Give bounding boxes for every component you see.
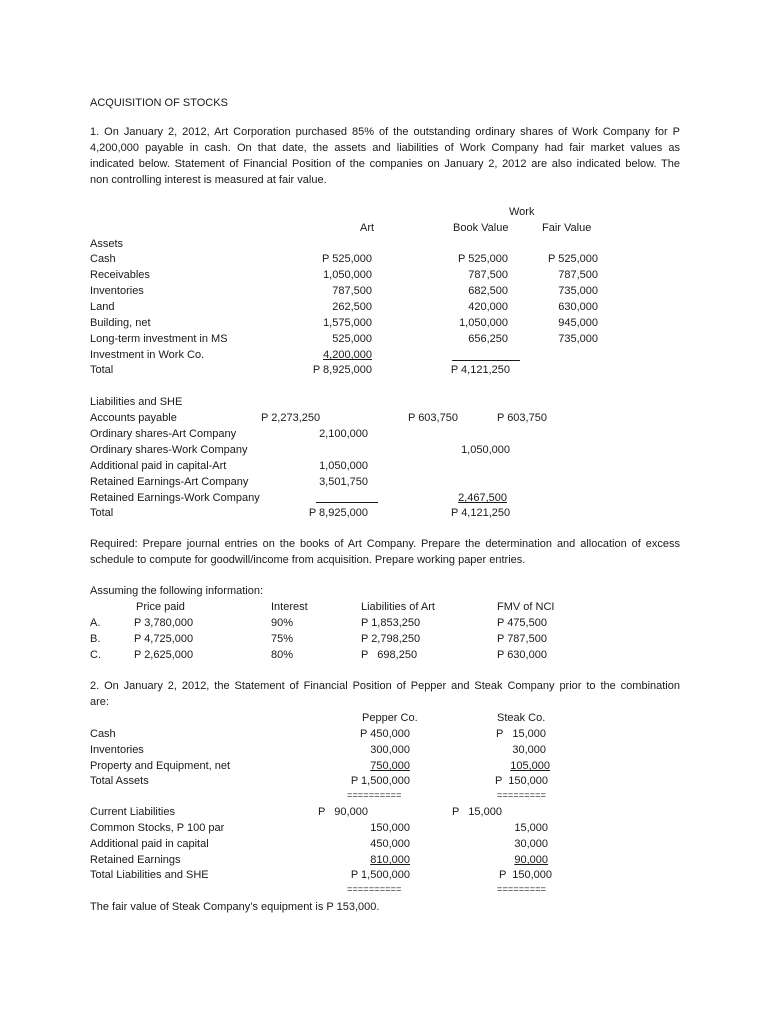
double-rule: ========== bbox=[347, 790, 402, 800]
liability-col2: 3,501,750 bbox=[319, 476, 368, 488]
asset-art: 525,000 bbox=[332, 333, 372, 345]
asset-book-value: 682,500 bbox=[468, 285, 508, 297]
asset-label: Building, net bbox=[90, 317, 151, 329]
liability-col2: 2,100,000 bbox=[319, 428, 368, 440]
asset-book-value: 656,250 bbox=[468, 333, 508, 345]
assuming-col-interest: Interest bbox=[271, 601, 308, 613]
p2-liab-pepper: P 90,000 bbox=[318, 806, 368, 818]
asset-fair-value: 630,000 bbox=[558, 301, 598, 313]
header-pepper: Pepper Co. bbox=[362, 712, 418, 724]
asset-label: Total bbox=[90, 364, 114, 376]
liability-col3: P 4,121,250 bbox=[451, 507, 511, 519]
underline-rule bbox=[316, 502, 378, 503]
p2-liab-label: Additional paid in capital bbox=[90, 838, 209, 850]
problem2-intro-line: 2. On January 2, 2012, the Statement of Financial Position of Pepper and Steak Company prior to the combination bbox=[90, 680, 680, 692]
p2-asset-label: Cash bbox=[90, 728, 116, 740]
liability-col3: P 603,750 bbox=[408, 412, 458, 424]
header-book-value: Book Value bbox=[453, 222, 509, 234]
p2-liab-steak: 90,000 bbox=[514, 854, 548, 866]
asset-label: Investment in Work Co. bbox=[90, 349, 205, 361]
assuming-row-price: P 4,725,000 bbox=[134, 633, 194, 645]
asset-fair-value: 735,000 bbox=[558, 285, 598, 297]
p2-liab-pepper: 450,000 bbox=[370, 838, 410, 850]
liability-label: Retained Earnings-Art Company bbox=[90, 476, 249, 488]
p2-liab-label: Current Liabilities bbox=[90, 806, 175, 818]
asset-art: 1,575,000 bbox=[323, 317, 372, 329]
required-line: Required: Prepare journal entries on the books of Art Company. Prepare the determination and allocation of excess bbox=[90, 538, 680, 550]
assuming-row-interest: 75% bbox=[271, 633, 294, 645]
p2-liab-steak: P 150,000 bbox=[498, 869, 552, 881]
p2-asset-steak: P 15,000 bbox=[496, 728, 546, 740]
p2-asset-label: Property and Equipment, net bbox=[90, 760, 231, 772]
double-rule: ========= bbox=[497, 790, 547, 800]
p2-liab-steak: 15,000 bbox=[514, 822, 548, 834]
asset-label: Long-term investment in MS bbox=[90, 333, 228, 345]
asset-label: Land bbox=[90, 301, 115, 313]
liability-col4: P 603,750 bbox=[497, 412, 547, 424]
asset-art: P 525,000 bbox=[322, 253, 372, 265]
header-work: Work bbox=[509, 206, 535, 218]
assuming-col-price: Price paid bbox=[136, 601, 185, 613]
document-title: ACQUISITION OF STOCKS bbox=[90, 97, 228, 109]
problem2-intro bbox=[90, 679, 680, 709]
problem2-footer: The fair value of Steak Company’s equipment is P 153,000. bbox=[90, 901, 380, 913]
assuming-row-fmv: P 475,500 bbox=[497, 617, 547, 629]
asset-art: 1,050,000 bbox=[323, 269, 372, 281]
assuming-row-letter: A. bbox=[90, 617, 101, 629]
asset-label: Inventories bbox=[90, 285, 144, 297]
assuming-row-interest: 90% bbox=[271, 617, 294, 629]
problem1-intro-line: 4,200,000 payable in cash. On that date, the assets and liabilities of Work Company had fair market values as bbox=[90, 142, 680, 154]
asset-art: 787,500 bbox=[332, 285, 372, 297]
p2-liab-label: Retained Earnings bbox=[90, 854, 181, 866]
double-rule: ========= bbox=[497, 884, 547, 894]
liabilities-heading: Liabilities and SHE bbox=[90, 396, 183, 408]
problem1-intro-line: 1. On January 2, 2012, Art Corporation purchased 85% of the outstanding ordinary shares of Work Company for P bbox=[90, 126, 680, 138]
liability-col1: P 2,273,250 bbox=[261, 412, 321, 424]
p2-asset-label: Inventories bbox=[90, 744, 144, 756]
p2-asset-pepper: P 1,500,000 bbox=[350, 775, 410, 787]
p2-asset-steak: P 150,000 bbox=[494, 775, 548, 787]
asset-fair-value: 945,000 bbox=[558, 317, 598, 329]
asset-book-value: 1,050,000 bbox=[459, 317, 508, 329]
p2-asset-pepper: 300,000 bbox=[370, 744, 410, 756]
assuming-row-interest: 80% bbox=[271, 649, 294, 661]
liability-label: Retained Earnings-Work Company bbox=[90, 492, 260, 504]
p2-liab-steak: P 15,000 bbox=[452, 806, 502, 818]
asset-book-value: 420,000 bbox=[468, 301, 508, 313]
liability-label: Accounts payable bbox=[90, 412, 177, 424]
assuming-row-fmv: P 787,500 bbox=[497, 633, 547, 645]
assuming-row-liabilities: P 698,250 bbox=[361, 649, 418, 661]
p2-asset-pepper: 750,000 bbox=[370, 760, 410, 772]
double-rule: ========== bbox=[347, 884, 402, 894]
liability-label: Additional paid in capital-Art bbox=[90, 460, 227, 472]
asset-art: 4,200,000 bbox=[323, 349, 372, 361]
asset-label: Cash bbox=[90, 253, 116, 265]
asset-label: Receivables bbox=[90, 269, 150, 281]
p2-liab-pepper: 150,000 bbox=[370, 822, 410, 834]
asset-book-value: 787,500 bbox=[468, 269, 508, 281]
header-fair-value: Fair Value bbox=[542, 222, 592, 234]
assuming-row-liabilities: P 1,853,250 bbox=[361, 617, 421, 629]
header-steak: Steak Co. bbox=[497, 712, 546, 724]
asset-art: 262,500 bbox=[332, 301, 372, 313]
assuming-heading: Assuming the following information: bbox=[90, 585, 264, 597]
liability-col2: 1,050,000 bbox=[319, 460, 368, 472]
assuming-row-price: P 3,780,000 bbox=[134, 617, 194, 629]
p2-asset-steak: 105,000 bbox=[510, 760, 550, 772]
assuming-row-liabilities: P 2,798,250 bbox=[361, 633, 421, 645]
liability-col3: 1,050,000 bbox=[461, 444, 510, 456]
liability-col2: P 8,925,000 bbox=[308, 507, 368, 519]
required-paragraph bbox=[90, 537, 680, 567]
p2-liab-pepper: 810,000 bbox=[370, 854, 410, 866]
liability-label: Ordinary shares-Work Company bbox=[90, 444, 248, 456]
assuming-row-letter: C. bbox=[90, 649, 101, 661]
p2-asset-steak: 30,000 bbox=[512, 744, 546, 756]
assuming-col-fmv: FMV of NCI bbox=[497, 601, 555, 613]
problem2-intro-line: are: bbox=[90, 696, 109, 708]
asset-fair-value: P 525,000 bbox=[548, 253, 598, 265]
p2-asset-label: Total Assets bbox=[90, 775, 149, 787]
liability-label: Total bbox=[90, 507, 114, 519]
p2-liab-steak: 30,000 bbox=[514, 838, 548, 850]
asset-book-value: P 525,000 bbox=[458, 253, 508, 265]
asset-art: P 8,925,000 bbox=[312, 364, 372, 376]
p2-liab-label: Common Stocks, P 100 par bbox=[90, 822, 225, 834]
problem1-intro-line: non controlling interest is measured at fair value. bbox=[90, 174, 327, 186]
asset-fair-value: 787,500 bbox=[558, 269, 598, 281]
asset-fair-value: 735,000 bbox=[558, 333, 598, 345]
p2-liab-label: Total Liabilities and SHE bbox=[90, 869, 209, 881]
p2-asset-pepper: P 450,000 bbox=[360, 728, 410, 740]
required-line: schedule to compute for goodwill/income from acquisition. Prepare working paper entries. bbox=[90, 554, 526, 566]
liability-label: Ordinary shares-Art Company bbox=[90, 428, 237, 440]
p2-liab-pepper: P 1,500,000 bbox=[350, 869, 410, 881]
assets-heading: Assets bbox=[90, 238, 124, 250]
asset-book-value: P 4,121,250 bbox=[450, 364, 510, 376]
assuming-col-liabilities: Liabilities of Art bbox=[361, 601, 435, 613]
liability-col3: 2,467,500 bbox=[458, 492, 507, 504]
assuming-row-letter: B. bbox=[90, 633, 101, 645]
assuming-row-price: P 2,625,000 bbox=[134, 649, 194, 661]
header-art: Art bbox=[360, 222, 375, 234]
assuming-row-fmv: P 630,000 bbox=[497, 649, 547, 661]
problem1-intro bbox=[90, 125, 680, 187]
underline-rule bbox=[452, 360, 520, 361]
problem1-intro-line: indicated below. Statement of Financial Position of the companies on January 2, 2012 are also indicated below. The bbox=[90, 158, 680, 170]
